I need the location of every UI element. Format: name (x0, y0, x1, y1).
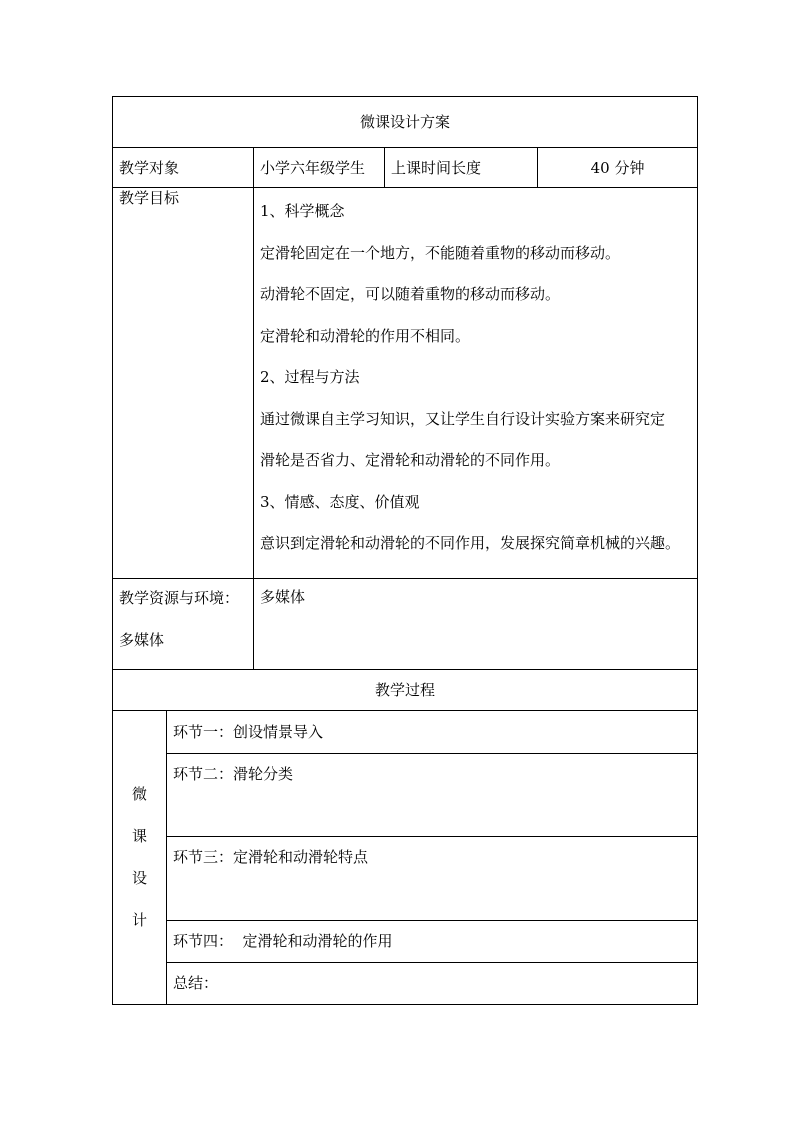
target-value: 小学六年级学生 (254, 148, 385, 188)
goals-content (254, 188, 698, 579)
summary: 总结： (167, 962, 698, 1004)
goal-line: 2、过程与方法 (260, 368, 360, 386)
goal-line: 定滑轮固定在一个地方，不能随着重物的移动而移动。 (260, 243, 621, 262)
goal-line: 意识到定滑轮和动滑轮的不同作用，发展探究简章机械的兴趣。 (260, 534, 681, 552)
resources-value: 多媒体 (254, 578, 698, 669)
goal-line: 滑轮是否省力、定滑轮和动滑轮的不同作用。 (260, 451, 561, 469)
side-char: 课 (131, 827, 147, 845)
goal-line: 定滑轮和动滑轮的作用不相同。 (260, 326, 471, 345)
resources-label-line1: 教学资源与环境： (119, 588, 240, 607)
side-char: 计 (131, 911, 147, 929)
duration-label: 上课时间长度 (385, 148, 538, 188)
stage-4: 环节四： 定滑轮和动滑轮的作用 (167, 920, 698, 962)
goals-label: 教学目标 (113, 188, 254, 579)
lesson-plan-table (112, 96, 698, 1005)
goal-line: 3、情感、态度、价值观 (260, 492, 420, 511)
stage-1: 环节一：创设情景导入 (167, 710, 698, 753)
micro-course-design-label (113, 710, 167, 1004)
process-title: 教学过程 (113, 669, 698, 710)
resources-label (113, 578, 254, 669)
stage-2: 环节二：滑轮分类 (167, 753, 698, 836)
resources-label-line2: 多媒体 (119, 630, 165, 649)
duration-value: 40 分钟 (538, 148, 698, 188)
goal-line: 1、科学概念 (260, 202, 345, 220)
goal-line: 动滑轮不固定，可以随着重物的移动而移动。 (260, 285, 561, 303)
target-label: 教学对象 (113, 148, 254, 188)
side-char: 微 (131, 785, 147, 803)
document-title: 微课设计方案 (113, 97, 698, 148)
side-char: 设 (131, 869, 147, 887)
stage-3: 环节三：定滑轮和动滑轮特点 (167, 836, 698, 920)
goal-line: 通过微课自主学习知识，又让学生自行设计实验方案来研究定 (260, 409, 666, 428)
